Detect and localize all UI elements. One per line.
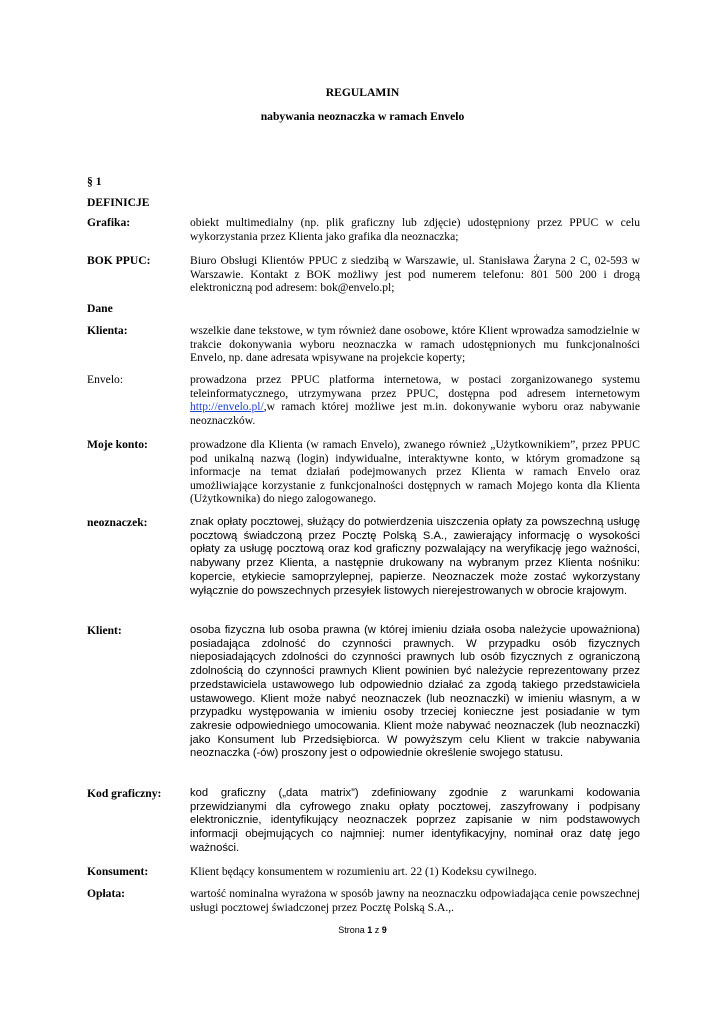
term-envelo: Envelo: — [87, 373, 124, 386]
desc-oplata: wartość nominalna wyrażona w sposób jawny na neoznaczku odpowiadająca cenie powszechnej usługi pocztowej świadczonej przez Pocztę Polską S.A.,. — [190, 887, 640, 914]
desc-envelo — [190, 373, 640, 427]
term-klienta: Klienta: — [87, 324, 128, 337]
term-konsument: Konsument: — [87, 865, 149, 878]
section-title: DEFINICJE — [87, 196, 150, 209]
footer-total-pages: 9 — [381, 925, 387, 935]
footer-label: Strona — [338, 925, 365, 935]
term-neoznaczek: neoznaczek: — [87, 516, 148, 529]
desc-bok: Biuro Obsługi Klientów PPUC z siedzibą w Warszawie, ul. Stanisława Żaryna 2 C, 02-593 w Warszawie. Kontakt z BOK możliwy jest pod numerem telefonu: 801 500 200 i drogą elektroniczną pod adresem: bok@envelo.pl; — [190, 254, 640, 295]
desc-neoznaczek: znak opłaty pocztowej, służący do potwierdzenia uiszczenia opłaty za powszechną usługę pocztową świadczoną przez Pocztę Polską S.A., zawierający informację o wysokości opłaty za usługę pocztową oraz kod graficzny pozwalający na weryfikację jego ważności, nabywany przez Klienta, a następnie drukowany na wybranym przez Klienta nośniku: kopercie, etykiecie samoprzylepnej, papierze. Neoznaczek może zostać wykorzystany wyłącznie do powszechnych przesyłek listowych nierejestrowanych w obrocie krajowym. — [190, 516, 640, 597]
term-kod-graficzny: Kod graficzny: — [87, 787, 162, 800]
page-footer — [0, 924, 725, 938]
term-dane: Dane — [87, 302, 113, 315]
document-title: REGULAMIN — [325, 86, 400, 99]
desc-envelo-text-before: prowadzona przez PPUC platforma internetowa, w postaci zorganizowanego systemu teleinformatycznego, utrzymywana przez PPUC, dostępna pod adresem internetowym — [190, 373, 640, 400]
term-grafika: Grafika: — [87, 216, 131, 229]
desc-moje-konto: prowadzone dla Klienta (w ramach Envelo), zwanego również „Użytkownikiem”, przez PPUC pod unikalną nazwą (login) indywidualne, interaktywne konto, w którym gromadzone są informacje na temat działań podejmowanych przez Klienta w ramach Envelo oraz umożliwiające korzystanie z funkcjonalności dostępnych w ramach Mojego konta dla Klienta (Użytkownika) do niego zalogowanego. — [190, 438, 640, 506]
section-number: § 1 — [87, 175, 102, 188]
desc-grafika: obiekt multimedialny (np. plik graficzny lub zdjęcie) udostępniony przez PPUC w celu wykorzystania przez Klienta jako grafika dla neoznaczka; — [190, 216, 640, 243]
document-subtitle: nabywania neoznaczka w ramach Envelo — [260, 110, 465, 123]
term-klient: Klient: — [87, 624, 122, 637]
desc-klient: osoba fizyczna lub osoba prawna (w której imieniu działa osoba należycie upoważniona) posiadająca zdolność do czynności prawnych. W przypadku osób fizycznych nieposiadających zdolności do czynności prawnych lub osób fizycznych z ograniczoną zdolnością do czynności prawnych Klient powinien być należycie reprezentowany przez przedstawiciela ustawowego lub odpowiednio działać za zgodą takiego przedstawiciela ustawowego. Klient może nabyć neoznaczek (lub neoznaczki) w imieniu własnym, a w przypadku występowania w imieniu osoby trzeciej konieczne jest posiadanie w tym zakresie odpowiedniego umocowania. Klient może nabywać neoznaczek (lub neoznaczki) jako Konsument lub Przedsiębiorca. W powyższym celu Klient w trakcie nabywania neoznaczka (-ów) proszony jest o odpowiednie określenie swojego statusu. — [190, 624, 640, 760]
desc-envelo-text-after: ,w ramach której możliwe jest m.in. dokonywanie wyboru oraz nabywanie neoznaczków. — [190, 400, 640, 427]
term-moje-konto: Moje konto: — [87, 438, 148, 451]
term-oplata: Opłata: — [87, 887, 126, 900]
footer-separator: z — [374, 925, 380, 935]
desc-konsument: Klient będący konsumentem w rozumieniu art. 22 (1) Kodeksu cywilnego. — [190, 865, 537, 878]
footer-current-page: 1 — [367, 925, 373, 935]
envelo-link[interactable]: http://envelo.pl/ — [190, 400, 264, 414]
desc-kod-graficzny: kod graficzny („data matrix”) zdefiniowany zgodnie z warunkami kodowania przewidzianymi dla cyfrowego znaku opłaty pocztowej, zaszyfrowany i podpisany elektronicznie, identyfikujący neoznaczek poprzez zapisanie w nim podstawowych informacji obejmujących co najmniej: numer identyfikacyjny, nominał oraz datę jego ważności. — [190, 787, 640, 854]
term-bok: BOK PPUC: — [87, 254, 151, 267]
desc-klienta: wszelkie dane tekstowe, w tym również dane osobowe, które Klient wprowadza samodzielnie w trakcie dokonywania wyboru neoznaczka w ramach udostępnionych mu funkcjonalności Envelo, np. dane adresata wpisywane na projekcie koperty; — [190, 324, 640, 365]
